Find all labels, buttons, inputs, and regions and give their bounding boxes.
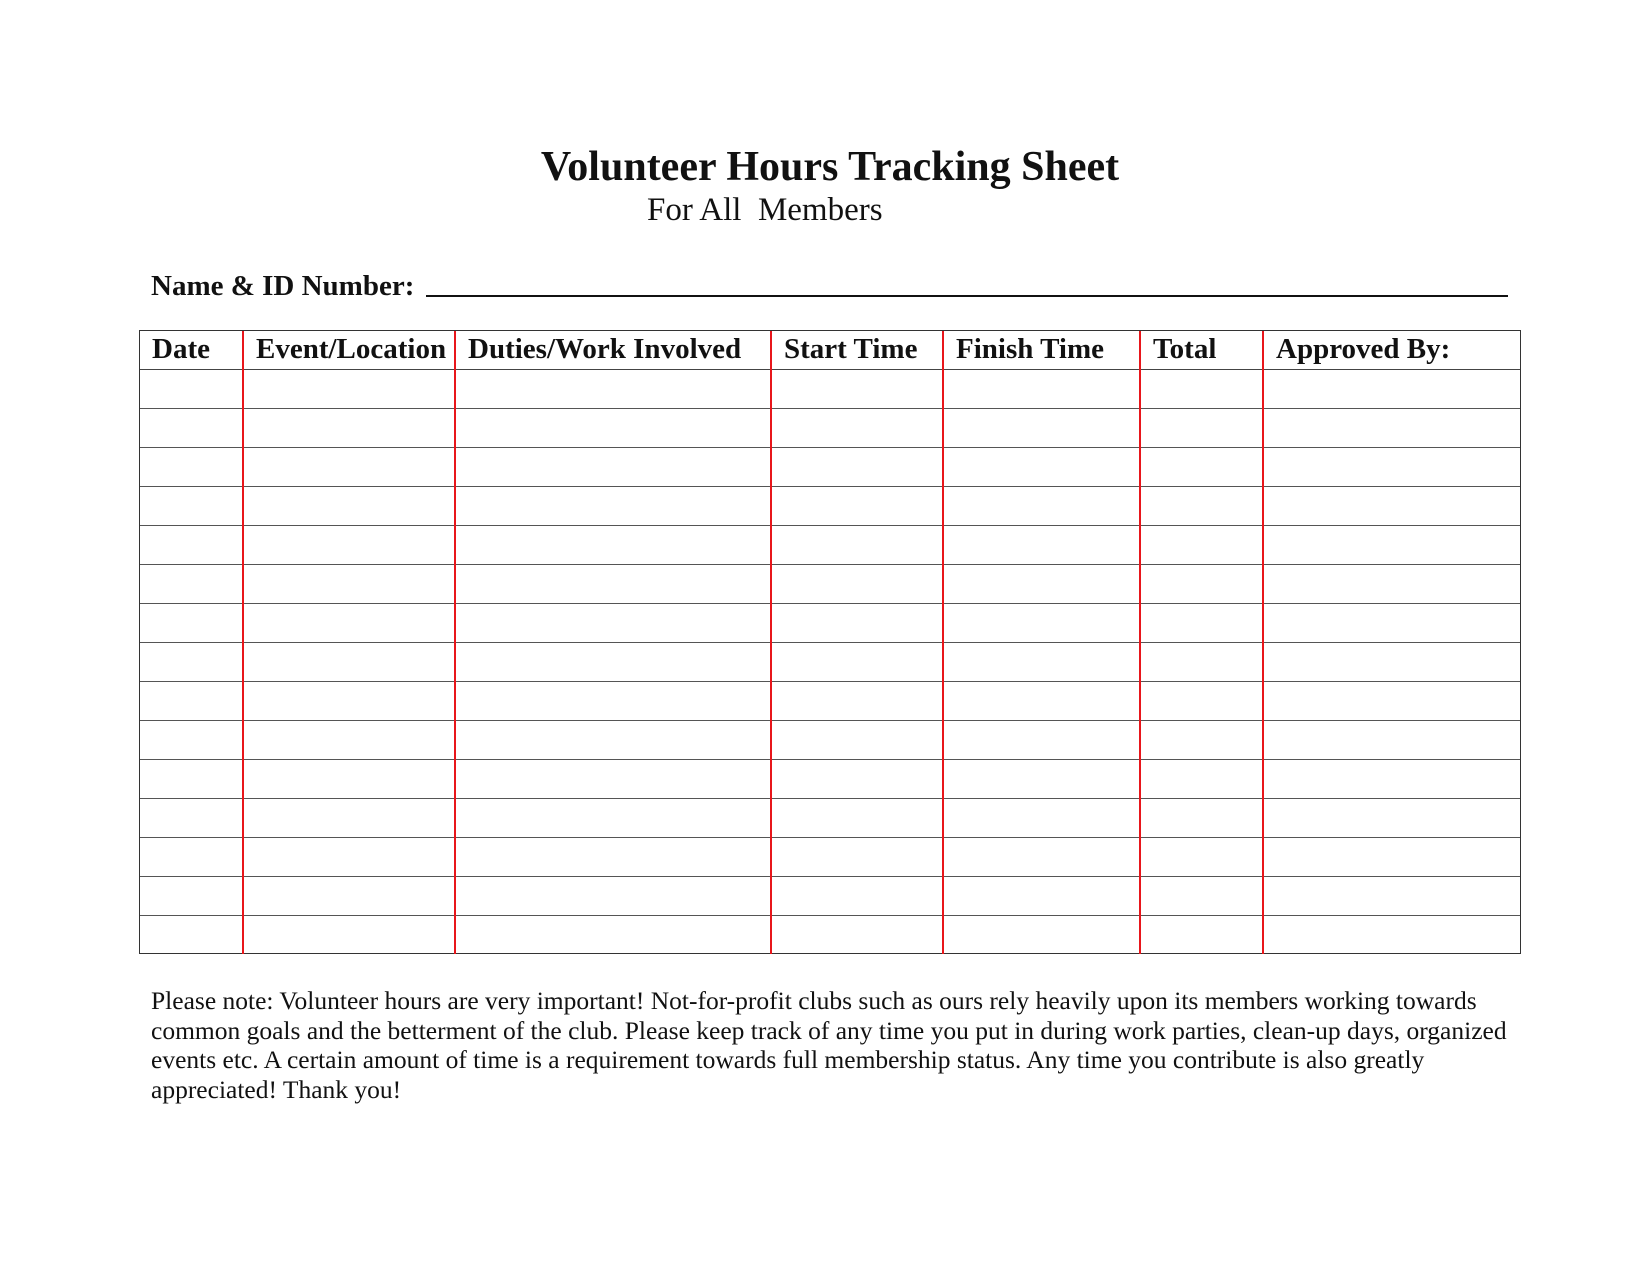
- cell-start-time[interactable]: [771, 720, 943, 759]
- table-row: [140, 408, 1520, 447]
- cell-event-location[interactable]: [243, 486, 455, 525]
- cell-date[interactable]: [140, 408, 243, 447]
- cell-date[interactable]: [140, 720, 243, 759]
- cell-duties[interactable]: [455, 603, 771, 642]
- cell-date[interactable]: [140, 915, 243, 954]
- cell-approved-by[interactable]: [1263, 486, 1520, 525]
- cell-duties[interactable]: [455, 525, 771, 564]
- cell-finish-time[interactable]: [943, 915, 1140, 954]
- cell-approved-by[interactable]: [1263, 759, 1520, 798]
- table-row: [140, 837, 1520, 876]
- cell-start-time[interactable]: [771, 798, 943, 837]
- cell-date[interactable]: [140, 837, 243, 876]
- cell-start-time[interactable]: [771, 642, 943, 681]
- cell-finish-time[interactable]: [943, 486, 1140, 525]
- cell-approved-by[interactable]: [1263, 525, 1520, 564]
- cell-duties[interactable]: [455, 915, 771, 954]
- cell-start-time[interactable]: [771, 447, 943, 486]
- table-row: [140, 369, 1520, 408]
- cell-event-location[interactable]: [243, 408, 455, 447]
- cell-start-time[interactable]: [771, 525, 943, 564]
- cell-date[interactable]: [140, 798, 243, 837]
- cell-duties[interactable]: [455, 642, 771, 681]
- cell-start-time[interactable]: [771, 369, 943, 408]
- table-row: [140, 603, 1520, 642]
- cell-approved-by[interactable]: [1263, 408, 1520, 447]
- cell-total[interactable]: [1140, 681, 1263, 720]
- table-row: [140, 798, 1520, 837]
- column-header-approved-by: Approved By:: [1263, 331, 1520, 369]
- cell-total[interactable]: [1140, 837, 1263, 876]
- column-header-start-time: Start Time: [771, 331, 943, 369]
- cell-finish-time[interactable]: [943, 798, 1140, 837]
- table-row: [140, 759, 1520, 798]
- cell-event-location[interactable]: [243, 915, 455, 954]
- cell-total[interactable]: [1140, 876, 1263, 915]
- table-row: [140, 525, 1520, 564]
- cell-approved-by[interactable]: [1263, 447, 1520, 486]
- column-header-total: Total: [1140, 331, 1263, 369]
- cell-event-location[interactable]: [243, 447, 455, 486]
- cell-finish-time[interactable]: [943, 720, 1140, 759]
- cell-start-time[interactable]: [771, 408, 943, 447]
- cell-finish-time[interactable]: [943, 564, 1140, 603]
- cell-duties[interactable]: [455, 447, 771, 486]
- cell-total[interactable]: [1140, 447, 1263, 486]
- column-header-finish-time: Finish Time: [943, 331, 1140, 369]
- cell-start-time[interactable]: [771, 486, 943, 525]
- cell-finish-time[interactable]: [943, 408, 1140, 447]
- column-header-duties: Duties/Work Involved: [455, 331, 771, 369]
- cell-date[interactable]: [140, 447, 243, 486]
- cell-duties[interactable]: [455, 720, 771, 759]
- table-header-row: [140, 331, 1520, 369]
- cell-start-time[interactable]: [771, 915, 943, 954]
- cell-approved-by[interactable]: [1263, 564, 1520, 603]
- page-title: Volunteer Hours Tracking Sheet: [540, 144, 1120, 190]
- cell-total[interactable]: [1140, 798, 1263, 837]
- cell-event-location[interactable]: [243, 876, 455, 915]
- cell-finish-time[interactable]: [943, 681, 1140, 720]
- cell-approved-by[interactable]: [1263, 603, 1520, 642]
- cell-event-location[interactable]: [243, 525, 455, 564]
- cell-duties[interactable]: [455, 408, 771, 447]
- cell-event-location[interactable]: [243, 681, 455, 720]
- cell-start-time[interactable]: [771, 837, 943, 876]
- cell-total[interactable]: [1140, 564, 1263, 603]
- cell-finish-time[interactable]: [943, 369, 1140, 408]
- table-row: [140, 915, 1520, 954]
- table-row: [140, 720, 1520, 759]
- cell-total[interactable]: [1140, 486, 1263, 525]
- cell-start-time[interactable]: [771, 876, 943, 915]
- cell-event-location[interactable]: [243, 603, 455, 642]
- cell-approved-by[interactable]: [1263, 369, 1520, 408]
- cell-date[interactable]: [140, 876, 243, 915]
- cell-date[interactable]: [140, 681, 243, 720]
- table-row: [140, 876, 1520, 915]
- cell-date[interactable]: [140, 759, 243, 798]
- cell-date[interactable]: [140, 564, 243, 603]
- cell-date[interactable]: [140, 525, 243, 564]
- cell-finish-time[interactable]: [943, 876, 1140, 915]
- cell-approved-by[interactable]: [1263, 681, 1520, 720]
- name-id-label: Name & ID Number:: [151, 270, 415, 302]
- cell-total[interactable]: [1140, 603, 1263, 642]
- note-paragraph: Please note: Volunteer hours are very important! Not-for-profit clubs such as ours rely heavily upon its members working towards common goals and the betterment of the club. Please keep track of any time you put in during work parties, clean-up days, organized events etc. A certain amount of time is a requirement towards full membership status. Any time you contribute is also greatly appreciated! Thank you!: [151, 986, 1507, 1104]
- table-row: [140, 486, 1520, 525]
- cell-finish-time[interactable]: [943, 642, 1140, 681]
- cell-finish-time[interactable]: [943, 447, 1140, 486]
- cell-date[interactable]: [140, 369, 243, 408]
- page-subtitle: For All Members: [647, 192, 883, 228]
- cell-event-location[interactable]: [243, 369, 455, 408]
- table-row: [140, 642, 1520, 681]
- cell-approved-by[interactable]: [1263, 798, 1520, 837]
- cell-approved-by[interactable]: [1263, 876, 1520, 915]
- cell-total[interactable]: [1140, 915, 1263, 954]
- cell-duties[interactable]: [455, 486, 771, 525]
- cell-duties[interactable]: [455, 798, 771, 837]
- cell-event-location[interactable]: [243, 798, 455, 837]
- cell-event-location[interactable]: [243, 564, 455, 603]
- cell-date[interactable]: [140, 603, 243, 642]
- cell-finish-time[interactable]: [943, 603, 1140, 642]
- column-header-date: Date: [140, 331, 243, 369]
- cell-approved-by[interactable]: [1263, 837, 1520, 876]
- cell-date[interactable]: [140, 642, 243, 681]
- cell-start-time[interactable]: [771, 603, 943, 642]
- cell-event-location[interactable]: [243, 720, 455, 759]
- cell-start-time[interactable]: [771, 681, 943, 720]
- hours-table: [139, 330, 1521, 954]
- cell-event-location[interactable]: [243, 642, 455, 681]
- cell-total[interactable]: [1140, 720, 1263, 759]
- cell-finish-time[interactable]: [943, 837, 1140, 876]
- cell-event-location[interactable]: [243, 837, 455, 876]
- column-header-event-location: Event/Location: [243, 331, 455, 369]
- cell-finish-time[interactable]: [943, 759, 1140, 798]
- table-row: [140, 681, 1520, 720]
- cell-total[interactable]: [1140, 525, 1263, 564]
- cell-event-location[interactable]: [243, 759, 455, 798]
- cell-duties[interactable]: [455, 369, 771, 408]
- cell-date[interactable]: [140, 486, 243, 525]
- cell-start-time[interactable]: [771, 564, 943, 603]
- table-row: [140, 447, 1520, 486]
- cell-duties[interactable]: [455, 837, 771, 876]
- cell-approved-by[interactable]: [1263, 915, 1520, 954]
- cell-start-time[interactable]: [771, 759, 943, 798]
- cell-duties[interactable]: [455, 564, 771, 603]
- cell-finish-time[interactable]: [943, 525, 1140, 564]
- cell-approved-by[interactable]: [1263, 642, 1520, 681]
- cell-total[interactable]: [1140, 408, 1263, 447]
- cell-total[interactable]: [1140, 642, 1263, 681]
- cell-total[interactable]: [1140, 369, 1263, 408]
- cell-duties[interactable]: [455, 681, 771, 720]
- table-row: [140, 564, 1520, 603]
- cell-approved-by[interactable]: [1263, 720, 1520, 759]
- name-id-field[interactable]: [426, 295, 1508, 297]
- cell-duties[interactable]: [455, 876, 771, 915]
- cell-total[interactable]: [1140, 759, 1263, 798]
- cell-duties[interactable]: [455, 759, 771, 798]
